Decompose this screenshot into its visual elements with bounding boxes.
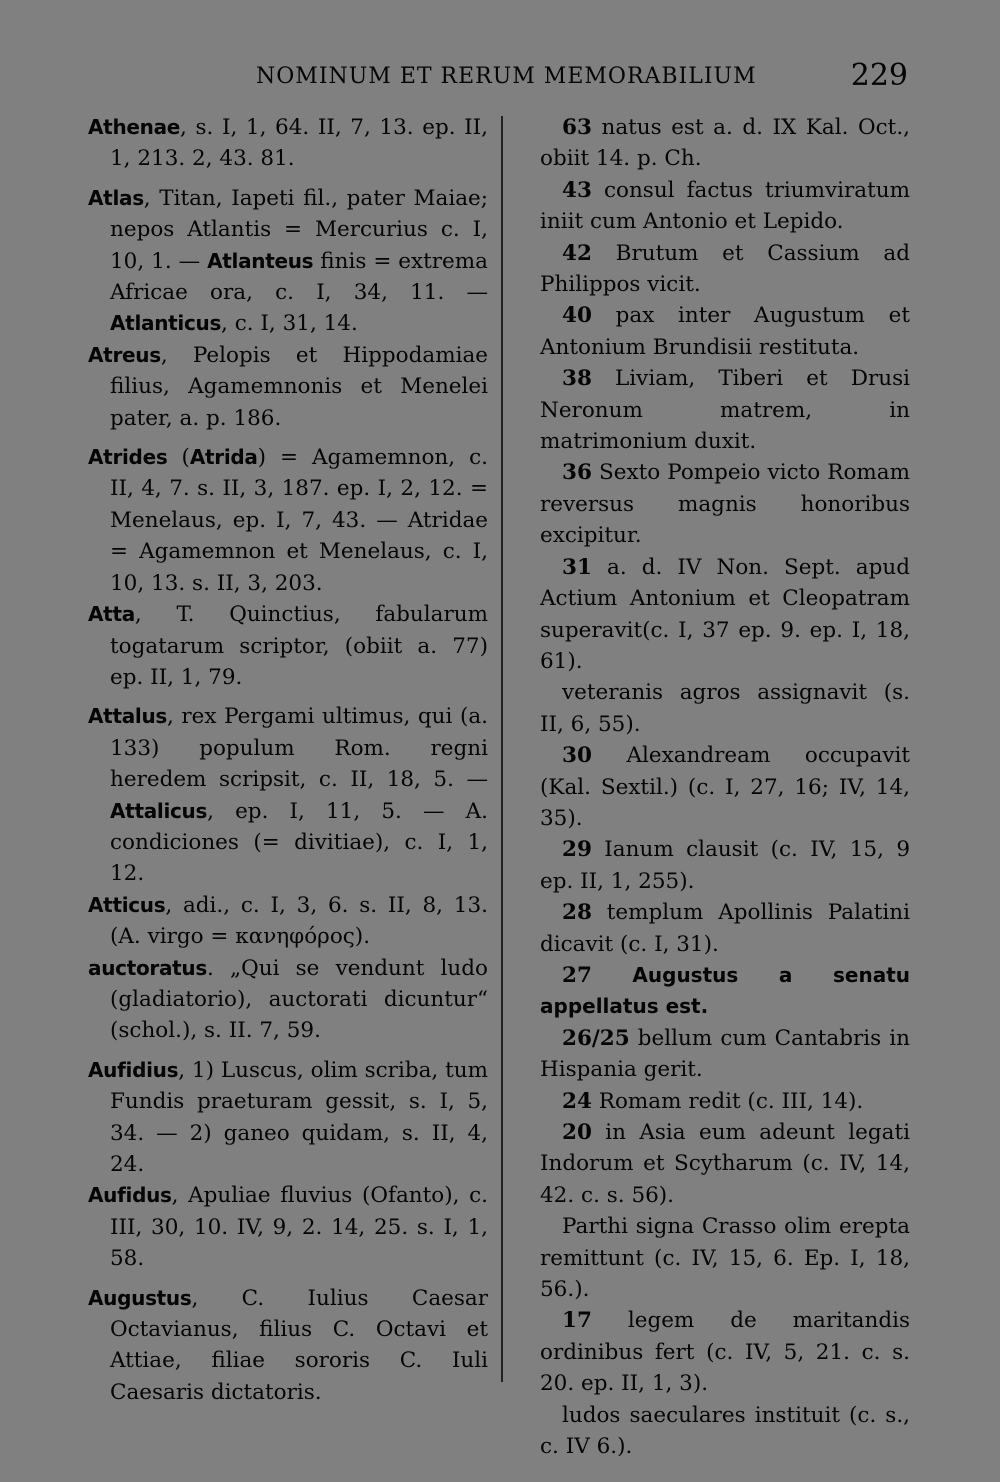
event-text: natus est a. d. IX Kal. Oct., obiit 14. p. Ch. xyxy=(540,115,910,172)
event-year: 63 xyxy=(562,115,592,140)
event-text: Sexto Pompeio victo Romam reversus magnis honoribus excipitur. xyxy=(540,460,910,549)
event-entry xyxy=(540,740,910,834)
event-year: 42 xyxy=(562,240,592,266)
entry-athenae xyxy=(88,112,488,175)
event-text: Liviam, Tiberi et Drusi Neronum matrem, in matrimonium duxit. xyxy=(540,366,910,455)
entry-augustus xyxy=(88,1283,488,1409)
entry-aufidius xyxy=(88,1055,488,1181)
entry-atrides xyxy=(88,442,488,599)
subheadword: Atrida xyxy=(189,445,258,470)
event-entry xyxy=(540,238,910,301)
event-entry xyxy=(540,1117,910,1211)
headword: Augustus xyxy=(88,1285,192,1310)
event-text: pax inter Augustum et Antonium Brundisii restituta. xyxy=(540,303,910,360)
entry-text: finis = extrema Africae ora, c. I, 34, 11. — xyxy=(110,248,488,306)
entry-text: , C. Iulius Caesar Octavianus, filius C. Octavi et Attiae, filiae sororis C. Iuli Caesaris dictatoris. xyxy=(110,1285,488,1405)
event-year: 26/25 xyxy=(562,1025,630,1051)
event-entry xyxy=(540,1023,910,1086)
right-column xyxy=(540,112,910,1462)
entry-text: , c. I, 31, 14. xyxy=(221,311,358,337)
subheadword: Atlanticus xyxy=(110,311,222,336)
event-entry xyxy=(540,677,910,740)
left-column xyxy=(88,112,488,1408)
event-text: Parthi signa Crasso olim erepta remittunt (c. IV, 15, 6. Ep. I, 18, 56.). xyxy=(540,1214,910,1303)
headword: Attalus xyxy=(88,704,167,729)
entry-atreus xyxy=(88,340,488,434)
event-entry xyxy=(540,552,910,678)
event-year: 36 xyxy=(562,460,592,486)
entry-text: , Pelopis et Hippodamiae filius, Agamemnonis et Menelei pater, a. p. 186. xyxy=(110,342,488,431)
event-text: consul factus triumviratum iniit cum Antonio et Lepido. xyxy=(540,177,910,235)
event-year: 31 xyxy=(562,554,592,580)
entry-attalus xyxy=(88,701,488,889)
entry-text: , T. Quinctius, fabularum togatarum scriptor, (obiit a. 77) ep. II, 1, 79. xyxy=(110,602,488,690)
event-entry xyxy=(540,960,910,1023)
event-entry xyxy=(540,300,910,363)
headword: Atrides xyxy=(88,445,168,470)
entry-atlas xyxy=(88,183,488,340)
event-text: Brutum et Cassium ad Philippos vicit. xyxy=(540,240,910,298)
event-text: Alexandream occupavit (Kal. Sextil.) (c. I, 27, 16; IV, 14, 35). xyxy=(540,743,910,831)
entry-aufidus xyxy=(88,1180,488,1274)
event-text: bellum cum Cantabris in Hispania gerit. xyxy=(540,1025,910,1083)
event-year: 30 xyxy=(562,743,592,769)
event-text: templum Apollinis Palatini dicavit (c. I, 31). xyxy=(540,900,910,957)
entry-text: . „Qui se vendunt ludo (gladiatorio), auctorati dicuntur“ (schol.), s. II. 7, 59. xyxy=(110,955,488,1044)
event-year: 40 xyxy=(562,303,592,329)
headword: auctoratus xyxy=(88,955,207,980)
event-year: 43 xyxy=(562,177,592,203)
entry-atticus xyxy=(88,890,488,953)
event-text: Ianum clausit (c. IV, 15, 9 ep. II, 1, 255). xyxy=(540,837,910,894)
entry-auctoratus xyxy=(88,953,488,1047)
headword: Atlas xyxy=(88,185,144,210)
event-entry xyxy=(540,834,910,897)
entry-text: , s. I, 1, 64. II, 7, 13. ep. II, 1, 213. 2, 43. 81. xyxy=(110,115,488,172)
event-entry xyxy=(540,363,910,457)
event-entry xyxy=(540,112,910,175)
headword: Atticus xyxy=(88,892,166,917)
event-year: 24 xyxy=(562,1088,592,1114)
event-year: 29 xyxy=(562,837,592,863)
entry-text: , rex Pergami ultimus, qui (a. 133) populum Rom. regni heredem scripsit, c. II, 18, 5. — xyxy=(110,704,488,793)
event-year: 20 xyxy=(562,1120,592,1145)
event-bold-text: Augustus a senatu appellatus est. xyxy=(540,962,910,1019)
event-text: veteranis agros assignavit (s. II, 6, 55). xyxy=(540,680,910,737)
event-text: a. d. IV Non. Sept. apud Actium Antonium et Cleopatram superavit(c. I, 37 ep. 9. ep. I, 18, 61). xyxy=(540,554,910,674)
headword: Atreus xyxy=(88,342,161,367)
entry-text: , adi., c. I, 3, 6. s. II, 8, 13. (A. virgo = κανηφόρος). xyxy=(110,892,488,950)
event-entry xyxy=(540,457,910,551)
headword: Athenae xyxy=(88,115,181,139)
event-text: in Asia eum adeunt legati Indorum et Scytharum (c. IV, 14, 42. c. s. 56). xyxy=(540,1120,910,1208)
event-text: legem de maritandis ordinibus fert (c. IV, 5, 21. c. s. 20. ep. II, 1, 3). xyxy=(540,1308,910,1397)
event-year: 28 xyxy=(562,900,592,926)
subheadword: Attalicus xyxy=(110,798,208,823)
entry-atta xyxy=(88,599,488,693)
event-entry xyxy=(540,1400,910,1463)
event-year: 27 xyxy=(562,962,592,988)
headword: Atta xyxy=(88,602,135,627)
event-year: 17 xyxy=(562,1308,592,1334)
entry-text: , 1) Luscus, olim scriba, tum Fundis praeturam gessit, s. I, 5, 34. — 2) ganeo quidam, s. II, 4, 24. xyxy=(110,1057,488,1177)
headword: Aufidius xyxy=(88,1057,179,1082)
event-entry xyxy=(540,1211,910,1305)
event-entry xyxy=(540,175,910,238)
running-header xyxy=(250,58,908,98)
event-year: 38 xyxy=(562,366,592,392)
event-text: Romam redit (c. III, 14). xyxy=(591,1088,864,1114)
event-entry xyxy=(540,897,910,960)
entry-text: , Titan, Iapeti fil., pater Maiae; nepos Atlantis = Mercurius c. I, 10, 1. — xyxy=(110,185,488,274)
headword: Aufidus xyxy=(88,1183,172,1208)
entry-text: , ep. I, 11, 5. — A. condiciones (= divitiae), c. I, 1, 12. xyxy=(110,798,488,887)
event-entry xyxy=(540,1305,910,1399)
entry-text: ) = Agamemnon, c. II, 4, 7. s. II, 3, 187. ep. I, 2, 12. = Menelaus, ep. I, 7, 43. — Atridae = Agamemnon et Menelaus, c. I, 10, 13. s. II, 3, 203. xyxy=(110,445,488,596)
running-title: NOMINUM ET RERUM MEMORABILIUM xyxy=(256,64,757,89)
event-entry xyxy=(540,1086,910,1117)
entry-text: , Apuliae fluvius (Ofanto), c. III, 30, 10. IV, 9, 2. 14, 25. s. I, 1, 58. xyxy=(110,1183,488,1272)
page-number: 229 xyxy=(850,58,908,93)
subheadword: Atlanteus xyxy=(207,248,314,273)
column-divider xyxy=(501,116,503,1382)
event-text: ludos saeculares instituit (c. s., c. IV 6.). xyxy=(540,1402,910,1460)
entry-text: ( xyxy=(167,445,190,471)
